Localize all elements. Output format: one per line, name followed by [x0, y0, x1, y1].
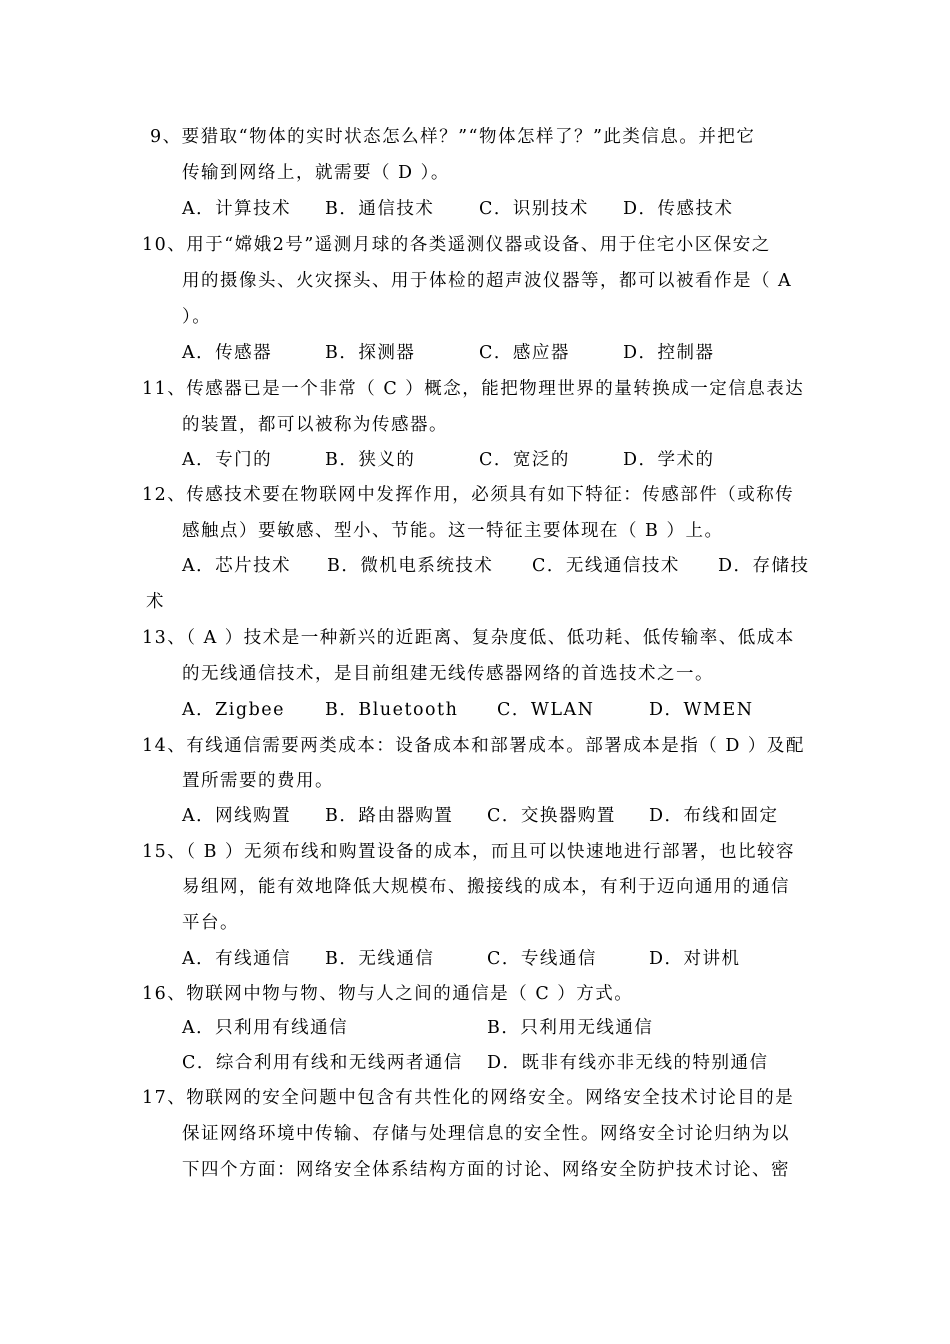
question-16-line-1: 16、物联网中物与物、物与人之间的通信是（ C ）方式。 [142, 984, 634, 1004]
question-17-line-2: 保证网络环境中传输、存储与处理信息的安全性。网络安全讨论归纳为以 [182, 1124, 790, 1144]
question-12-options [182, 553, 822, 579]
question-13-line-1: 13、（ A ）技术是一种新兴的近距离、复杂度低、低功耗、低传输率、低成本 [142, 628, 795, 648]
question-13-line-2: 的无线通信技术，是目前组建无线传感器网络的首选技术之一。 [182, 664, 714, 684]
question-15-line-3: 平台。 [182, 913, 239, 933]
question-11-line-1: 11、传感器已是一个非常（ C ）概念，能把物理世界的量转换成一定信息表达 [142, 379, 805, 399]
question-15-options [182, 946, 822, 972]
question-12-line-1: 12、传感技术要在物联网中发挥作用，必须具有如下特征：传感部件（或称传 [142, 485, 795, 505]
option-b: B．狭义的 [325, 450, 416, 470]
option-a: A．计算技术 [182, 199, 292, 219]
option-a: A．只利用有线通信 [182, 1018, 349, 1038]
option-c: C．感应器 [479, 343, 570, 363]
question-16-options-row-1 [182, 1015, 822, 1041]
question-17-line-3: 下四个方面：网络安全体系结构方面的讨论、网络安全防护技术讨论、密 [182, 1160, 790, 1180]
question-16-options-row-2 [182, 1050, 822, 1076]
question-9-line-2: 传输到网络上，就需要（ D ）。 [182, 163, 450, 183]
option-a: A．Zigbee [182, 700, 286, 720]
question-13-options [182, 697, 822, 723]
question-14-line-1: 14、有线通信需要两类成本：设备成本和部署成本。部署成本是指（ D ）及配 [142, 736, 805, 756]
option-b: B．探测器 [325, 343, 416, 363]
option-d: D．对讲机 [649, 949, 741, 969]
question-14-line-2: 置所需要的费用。 [182, 771, 334, 791]
option-c: C．识别技术 [479, 199, 589, 219]
option-d: D．WMEN [649, 700, 754, 720]
option-d: D．传感技术 [623, 199, 734, 219]
question-17-line-1: 17、物联网的安全问题中包含有共性化的网络安全。网络安全技术讨论目的是 [142, 1088, 795, 1108]
question-10-line-2: 用的摄像头、火灾探头、用于体检的超声波仪器等，都可以被看作是（ A [182, 271, 793, 291]
question-12-line-2: 感触点）要敏感、型小、节能。这一特征主要体现在（ B ）上。 [182, 521, 724, 541]
question-11-line-2: 的装置，都可以被称为传感器。 [182, 415, 448, 435]
option-d: D．存储技 [718, 556, 810, 576]
option-b: B．Bluetooth [325, 700, 459, 720]
option-a: A．专门的 [182, 450, 273, 470]
option-c: C．综合利用有线和无线两者通信 [182, 1053, 463, 1073]
option-b: B．路由器购置 [325, 806, 454, 826]
question-15-line-1: 15、（ B ）无须布线和购置设备的成本，而且可以快速地进行部署，也比较容 [142, 842, 796, 862]
option-c: C．无线通信技术 [532, 556, 680, 576]
question-10-line-1: 10、用于“嫦娥2号”遥测月球的各类遥测仪器或设备、用于住宅小区保安之 [142, 235, 771, 255]
option-b: B．无线通信 [325, 949, 435, 969]
option-b: B．微机电系统技术 [327, 556, 494, 576]
question-10-options [182, 340, 822, 366]
option-d: D．学术的 [623, 450, 715, 470]
option-c: C．专线通信 [487, 949, 597, 969]
option-d: D．既非有线亦非无线的特别通信 [487, 1053, 769, 1073]
option-b: B．通信技术 [325, 199, 435, 219]
question-9-options [182, 196, 822, 222]
question-14-options [182, 803, 822, 829]
question-9-line-1: 9、要猎取“物体的实时状态怎么样？”“物体怎样了？”此类信息。并把它 [150, 127, 756, 147]
question-15-line-2: 易组网，能有效地降低大规模布、搬接线的成本，有利于迈向通用的通信 [182, 877, 790, 897]
question-12-option-wrap: 术 [146, 592, 165, 612]
option-a: A．有线通信 [182, 949, 292, 969]
option-a: A．网线购置 [182, 806, 292, 826]
option-a: A．芯片技术 [182, 556, 292, 576]
question-11-options [182, 447, 822, 473]
option-c: C．交换器购置 [487, 806, 616, 826]
option-b: B．只利用无线通信 [487, 1018, 654, 1038]
option-d: D．控制器 [623, 343, 715, 363]
question-10-line-3: ）。 [182, 307, 212, 327]
option-c: C．宽泛的 [479, 450, 570, 470]
option-c: C．WLAN [497, 700, 595, 720]
option-d: D．布线和固定 [649, 806, 779, 826]
option-a: A．传感器 [182, 343, 273, 363]
